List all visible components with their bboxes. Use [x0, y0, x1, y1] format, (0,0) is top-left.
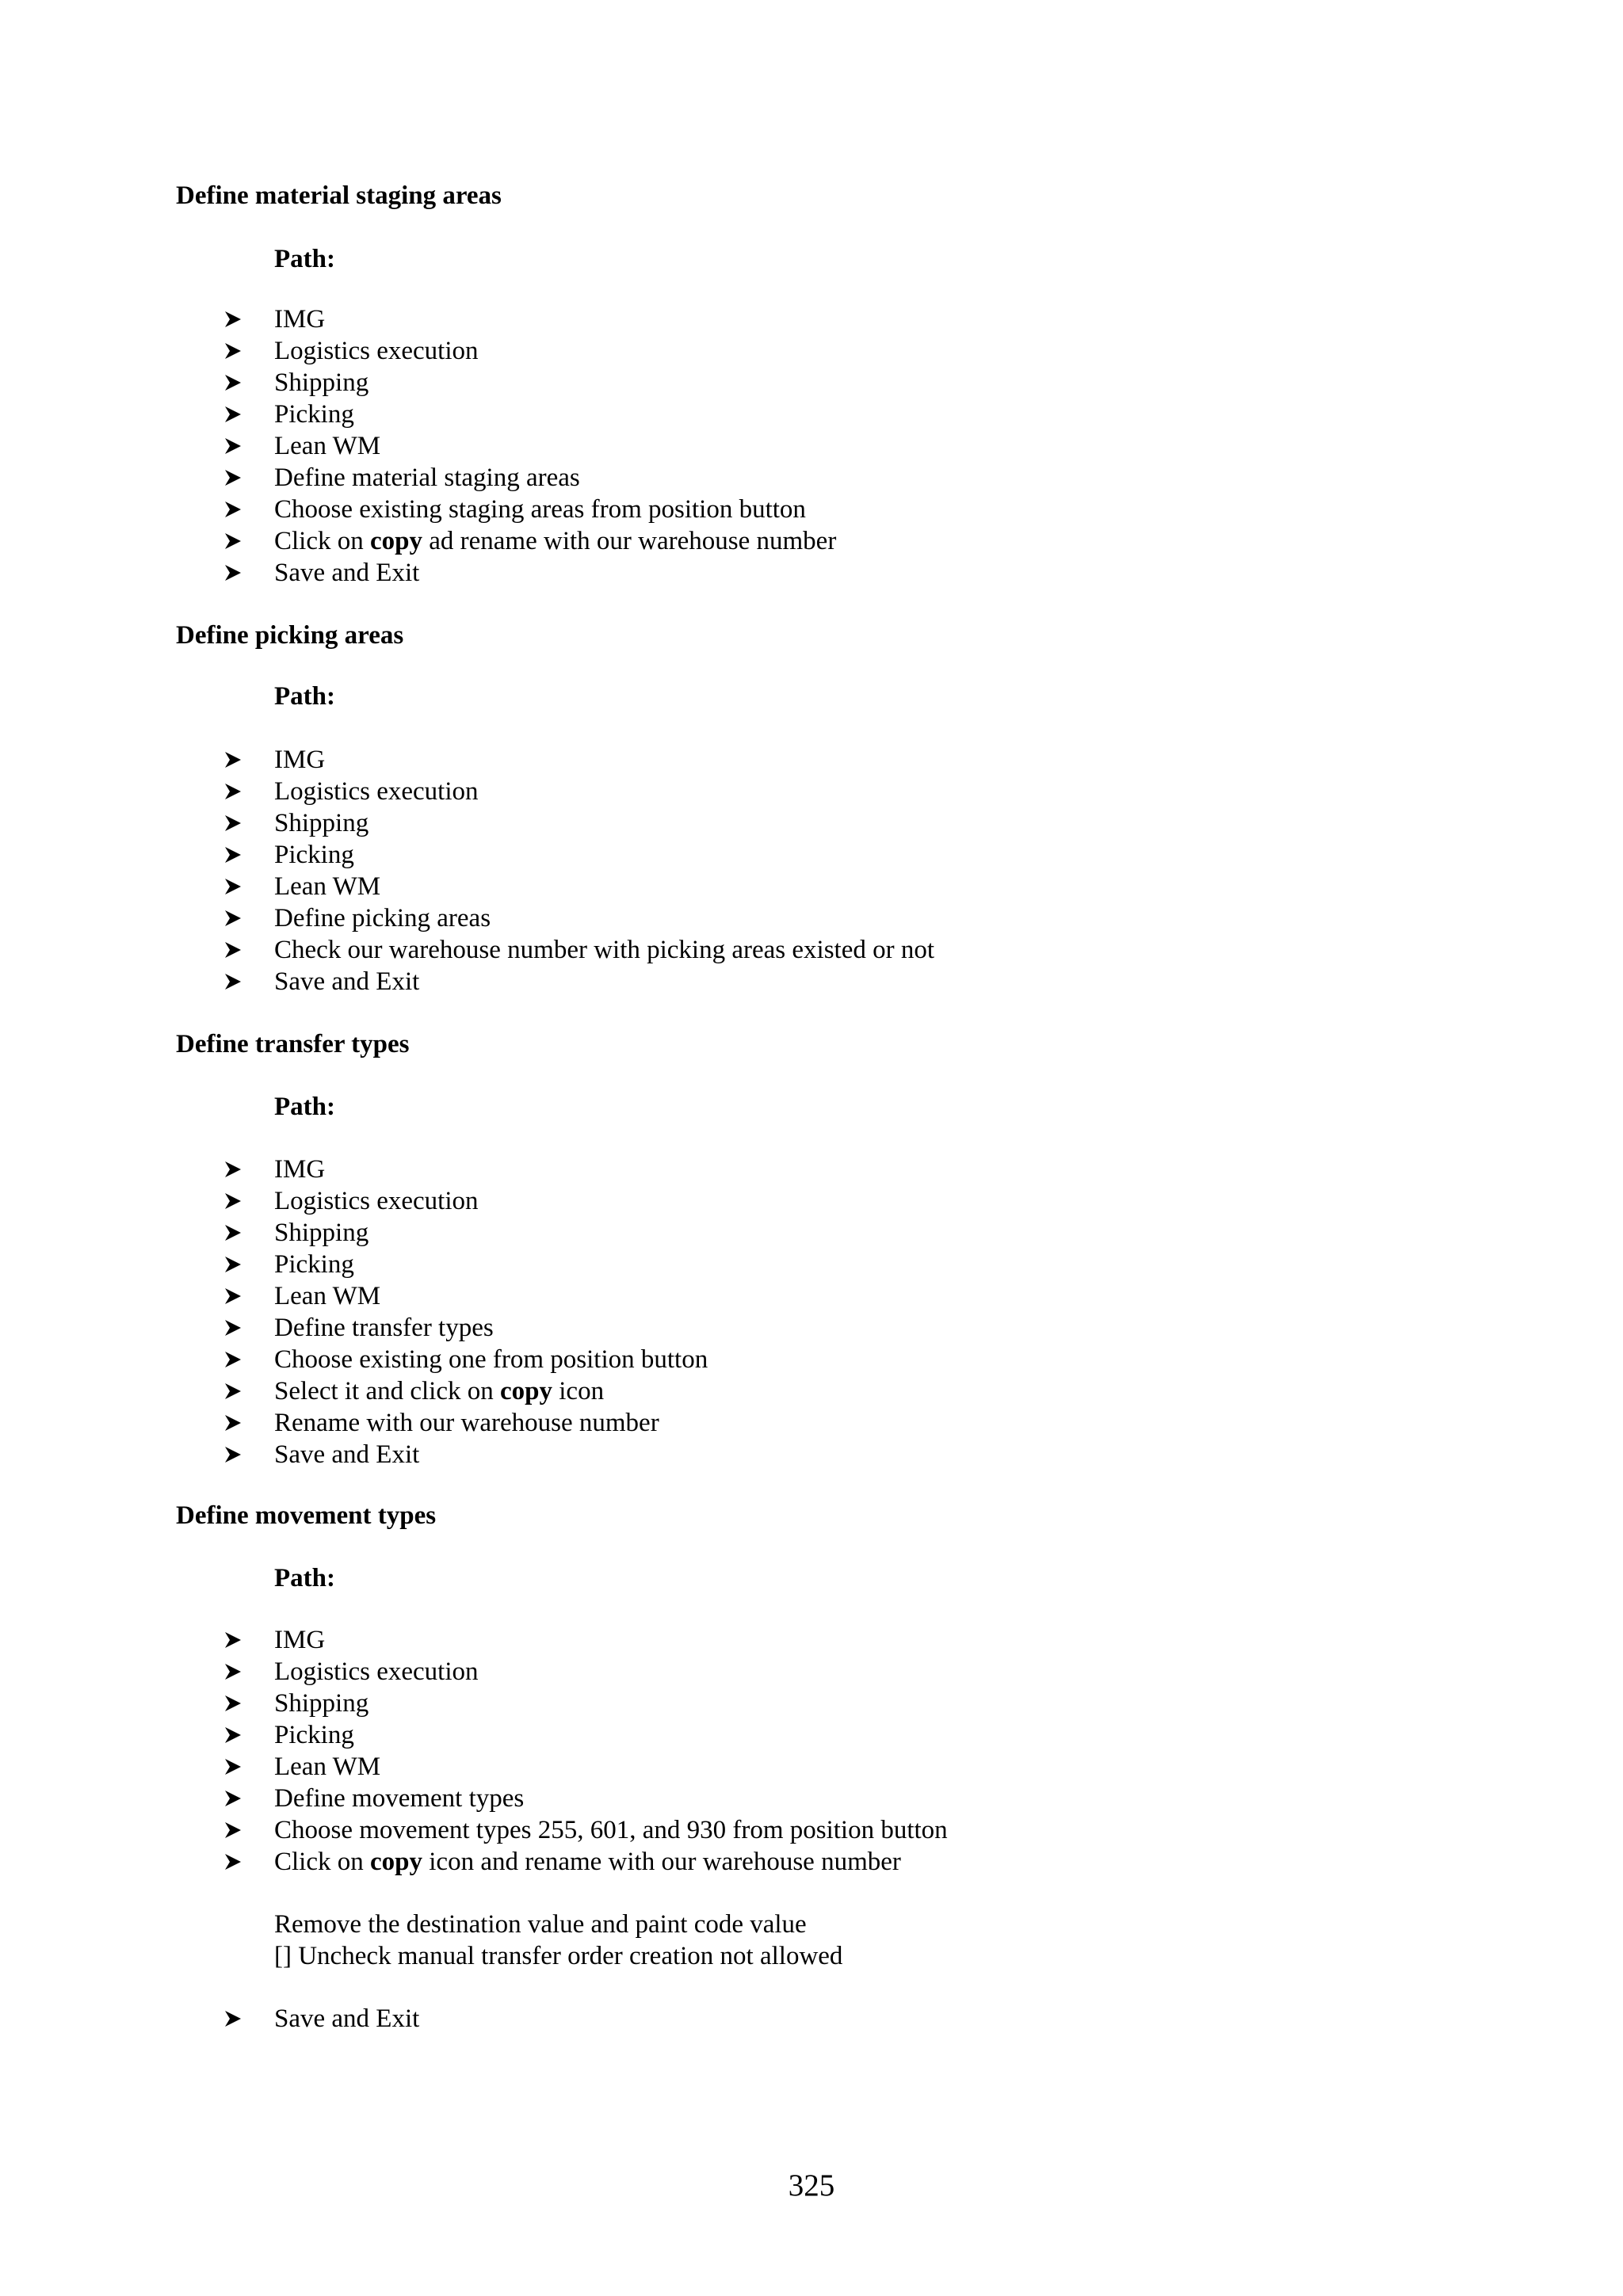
arrow-bullet-icon [224, 335, 245, 367]
arrow-bullet-icon [224, 1185, 245, 1217]
arrow-bullet-icon [224, 807, 245, 839]
arrow-bullet-icon [224, 1375, 245, 1407]
arrow-bullet-icon [224, 1814, 245, 1846]
section-heading: Define movement types [176, 1501, 437, 1530]
arrow-bullet-icon [224, 494, 245, 525]
arrow-bullet-icon [224, 1783, 245, 1814]
arrow-bullet-icon [224, 1280, 245, 1312]
arrow-bullet-icon [224, 1407, 245, 1439]
arrow-bullet-icon [224, 744, 245, 776]
note-line: Remove the destination value and paint code value [274, 1910, 807, 1939]
page-number: 325 [788, 2168, 835, 2203]
path-label: Path: [274, 1093, 335, 1121]
arrow-bullet-icon [224, 1154, 245, 1185]
document-page: Define material staging areas Path: IMG Logistics execution Shipping Picking Lean WM Define material staging areas Choose existing staging areas from position button Click on copy ad rename with our warehouse number Save and Exit Define picking areas Path: IMG Logistics execution Shipping Picking Lean WM Define picking areas Check our warehouse number with picking areas existed or not Save and Exit Define transfer types Path: IMG Logistics execution Shipping Picking Lean WM Define transfer types Choose existing one from position button Select it and click on copy icon Rename with our warehouse number Save and Exit Define movement types Path: IMG Logistics execution Shipping Picking Lean WM Define movement types Choose movement types 255, 601, and 930 from position button Click on copy icon and rename with our warehouse number Remove the destination value and paint code value [] Uncheck manual transfer order creation not allowed Save and Exit 325 [0, 0, 1623, 2296]
arrow-bullet-icon [224, 1439, 245, 1470]
arrow-bullet-icon [224, 1249, 245, 1280]
arrow-bullet-icon [224, 1624, 245, 1656]
path-label: Path: [274, 682, 335, 711]
section-heading: Define material staging areas [176, 181, 502, 210]
arrow-bullet-icon [224, 1312, 245, 1344]
arrow-bullet-icon [224, 1217, 245, 1249]
copy-emphasis: copy [500, 1377, 552, 1405]
arrow-bullet-icon [224, 430, 245, 462]
arrow-bullet-icon [224, 966, 245, 997]
arrow-bullet-icon [224, 367, 245, 399]
section-heading: Define picking areas [176, 621, 404, 650]
arrow-bullet-icon [224, 776, 245, 807]
arrow-bullet-icon [224, 839, 245, 871]
arrow-bullet-icon [224, 934, 245, 966]
arrow-bullet-icon [224, 1344, 245, 1375]
arrow-bullet-icon [224, 1719, 245, 1751]
arrow-bullet-icon [224, 2003, 245, 2035]
arrow-bullet-icon [224, 871, 245, 902]
arrow-bullet-icon [224, 1846, 245, 1878]
arrow-bullet-icon [224, 525, 245, 557]
arrow-bullet-icon [224, 1688, 245, 1719]
copy-emphasis: copy [370, 527, 422, 555]
arrow-bullet-icon [224, 303, 245, 335]
arrow-bullet-icon [224, 462, 245, 494]
path-label: Path: [274, 245, 335, 273]
section-heading: Define transfer types [176, 1030, 410, 1058]
arrow-bullet-icon [224, 557, 245, 589]
note-line: [] Uncheck manual transfer order creation not allowed [274, 1942, 843, 1970]
arrow-bullet-icon [224, 399, 245, 430]
path-label: Path: [274, 1564, 335, 1592]
arrow-bullet-icon [224, 1751, 245, 1783]
arrow-bullet-icon [224, 1656, 245, 1688]
arrow-bullet-icon [224, 902, 245, 934]
copy-emphasis: copy [370, 1848, 422, 1876]
